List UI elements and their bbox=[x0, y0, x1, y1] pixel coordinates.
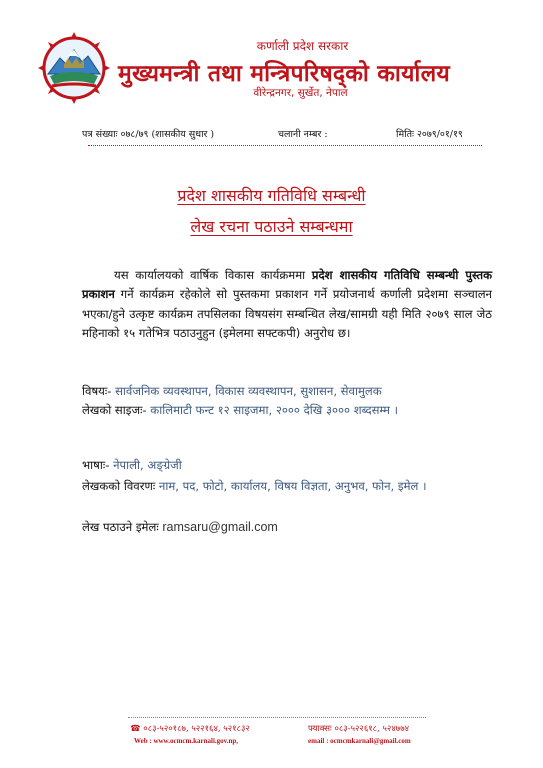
language-value: नेपाली, अङ्ग्रेजी bbox=[109, 458, 182, 472]
letter-date: मितिः २०७९/०१/१९ bbox=[396, 129, 463, 140]
footer-phone: ☎ ०८३-५२०१८७, ५२२१६४, ५२१८३२ bbox=[130, 724, 250, 734]
detail-author bbox=[82, 477, 492, 496]
email-label: लेख पठाउने इमेलः bbox=[82, 520, 163, 534]
author-value: नाम, पद, फोटो, कार्यालय, विषय विज्ञता, अनुभव, फोन, इमेल । bbox=[155, 479, 427, 493]
letter-number: पत्र संख्याः ०७८/७९ (शासकीय सुधार ) bbox=[82, 129, 215, 140]
header-divider bbox=[88, 145, 482, 146]
footer-email-link[interactable]: email : ocmcmkarnali@gmail.com bbox=[308, 737, 411, 745]
topic-label: विषयः- bbox=[82, 384, 112, 398]
detail-topic bbox=[82, 382, 492, 401]
body-text-2: गर्ने कार्यक्रम रहेकोले सो पुस्तकमा प्रकाशन गर्ने प्रयोजनार्थ कर्णाली प्रदेशमा सञ्चालन भएका/हुने उत्कृष्ट कार्यक्रम तपसिलका विषयसंग सम्बन्धित लेख/सामग्री यही मिति २०७९ साल जेठ महिनाको १५ गतेभित्र पठाउनुहुन (इमेलमा सफ्टकपी) अनुरोध छ। bbox=[82, 287, 492, 340]
email-value[interactable]: ramsaru@gmail.com bbox=[162, 520, 278, 534]
body-text-1: यस कार्यालयको वार्षिक विकास कार्यक्रममा bbox=[114, 268, 312, 282]
topic-value: सार्वजनिक व्यवस्थापन, विकास व्यवस्थापन, सुशासन, सेवामुलक bbox=[111, 384, 382, 398]
detail-language bbox=[82, 456, 492, 475]
footer-fax: फ्याक्सः ०८३-५२२६१८, ५२४७७४ bbox=[308, 724, 410, 734]
detail-email bbox=[82, 518, 492, 537]
language-label: भाषाः- bbox=[82, 458, 110, 472]
body-paragraph bbox=[82, 266, 492, 343]
subject-line-2: लेख रचना पठाउने सम्बन्धमा bbox=[190, 217, 353, 236]
footer-divider bbox=[128, 717, 426, 718]
letterhead-office-name: मुख्यमन्त्री तथा मन्त्रिपरिषद्को कार्यालय bbox=[118, 60, 450, 87]
body-bold-text: प्रदेश शासकीय गतिविधि सम्बन्धी पुस्तक प्रकाशन bbox=[82, 268, 492, 302]
author-label: लेखकको विवरणः bbox=[82, 479, 156, 493]
size-label: लेखको साइजः- bbox=[82, 403, 147, 417]
footer-website-link[interactable]: Web : www.ocmcm.karnali.gov.np, bbox=[134, 737, 239, 745]
letterhead-address: वीरेन्द्रनगर, सुर्खेत, नेपाल bbox=[253, 87, 348, 99]
subject-line-1: प्रदेश शासकीय गतिविधि सम्बन्धी bbox=[177, 186, 366, 205]
detail-size bbox=[82, 401, 492, 420]
letterhead-government: कर्णाली प्रदेश सरकार bbox=[256, 39, 349, 53]
dispatch-number: चलानी नम्बर : bbox=[278, 129, 328, 140]
size-value: कालिमाटी फन्ट १२ साइजमा, २००० देखि ३००० शब्दसम्म । bbox=[146, 403, 398, 417]
